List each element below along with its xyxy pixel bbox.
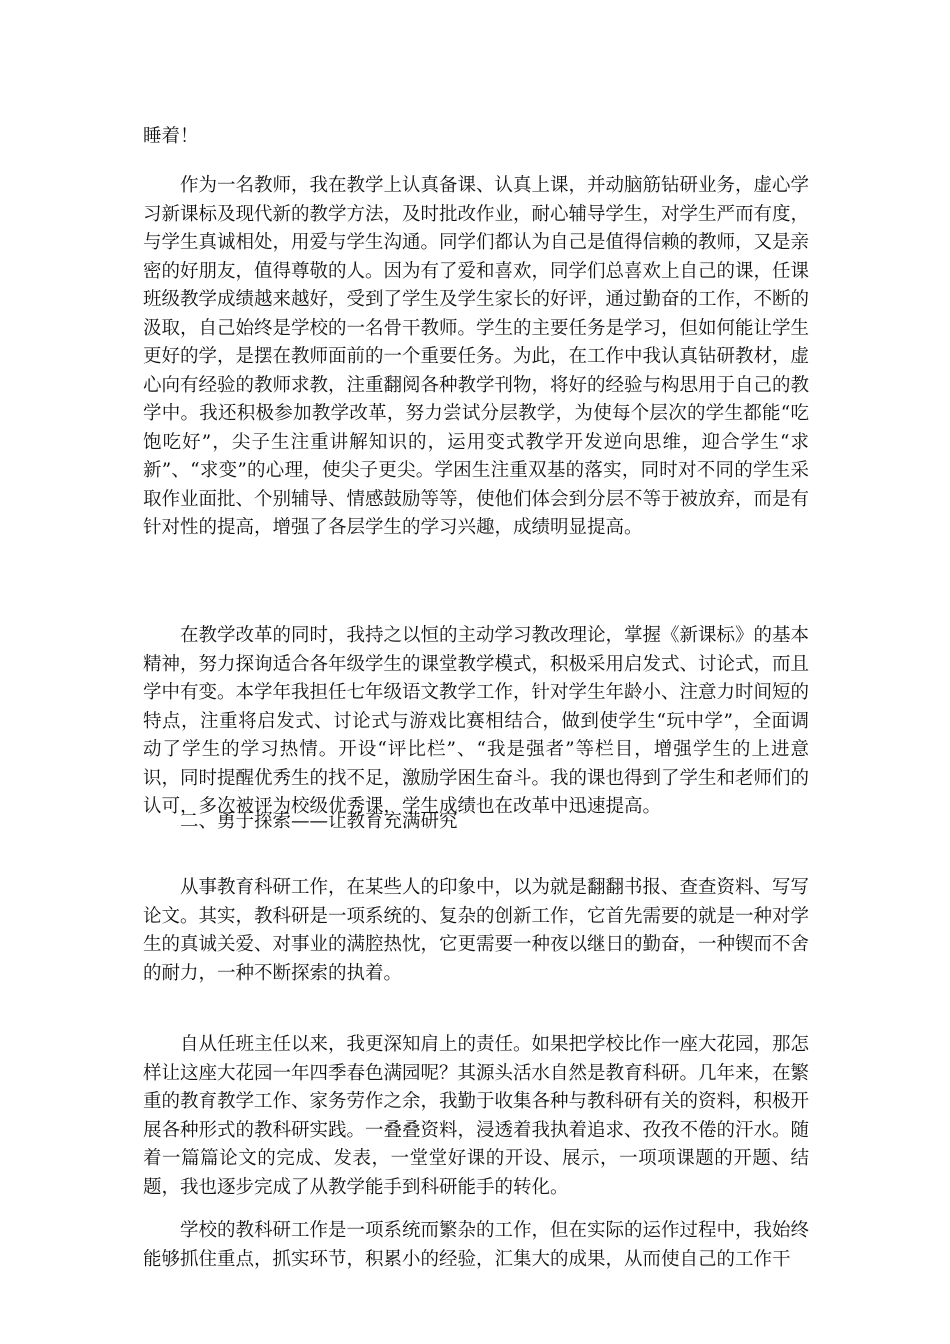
paragraph-head-teacher: 自从任班主任以来，我更深知肩上的责任。如果把学校比作一座大花园，那怎样让这座大花园一年四季春色满园呢？其源头活水自然是教育科研。几年来，在繁重的教育教学工作、家务劳作之余，我勤于收集各种与教科研有关的资料，积极开展各种形式的教科研实践。一叠叠资料，浸透着我执着追求、孜孜不倦的汗水。随着一篇篇论文的完成、发表，一堂堂好课的开设、展示，一项项课题的开题、结题，我也逐步完成了从教学能手到科研能手的转化。 <box>143 1034 809 1198</box>
paragraph-school-research: 学校的教科研工作是一项系统而繁杂的工作，但在实际的运作过程中，我始终能够抓住重点，抓实环节，积累小的经验，汇集大的成果，从而使自己的工作干 <box>143 1220 809 1270</box>
opening-fragment: 睡着！ <box>143 126 199 147</box>
section-heading: 二、勇于探索——让教育充满研究 <box>180 811 458 832</box>
paragraph-teaching-reform: 在教学改革的同时，我持之以恒的主动学习教改理论，掌握《新课标》的基本精神，努力探询适合各年级学生的课堂教学模式，积极采用启发式、讨论式，而且学中有变。本学年我担任七年级语文教学工作，针对学生年龄小、注意力时间短的特点，注重将启发式、讨论式与游戏比赛相结合，做到使学生“玩中学”，全面调动了学生的学习热情。开设“评比栏”、“我是强者”等栏目，增强学生的上进意识，同时提醒优秀生的找不足，激励学困生奋斗。我的课也得到了学生和老师们的认可，多次被评为校级优秀课，学生成绩也在改革中迅速提高。 <box>143 625 809 817</box>
paragraph-teaching-practice: 作为一名教师，我在教学上认真备课、认真上课，并动脑筋钻研业务，虚心学习新课标及现代新的教学方法，及时批改作业，耐心辅导学生，对学生严而有度，与学生真诚相处，用爱与学生沟通。同学们都认为自己是值得信赖的教师，又是亲密的好朋友，值得尊敬的人。因为有了爱和喜欢，同学们总喜欢上自己的课，任课班级教学成绩越来越好，受到了学生及学生家长的好评，通过勤奋的工作，不断的汲取，自己始终是学校的一名骨干教师。学生的主要任务是学习，但如何能让学生更好的学，是摆在教师面前的一个重要任务。为此，在工作中我认真钻研教材，虚心向有经验的教师求教，注重翻阅各种教学刊物，将好的经验与构思用于自己的教学中。我还积极参加教学改革，努力尝试分层教学，为使每个层次的学生都能“吃饱吃好”，尖子生注重讲解知识的，运用变式教学开发逆向思维，迎合学生“求新”、“求变”的心理，使尖子更尖。学困生注重双基的落实，同时对不同的学生采取作业面批、个别辅导、情感鼓励等等，使他们体会到分层不等于被放弃，而是有针对性的提高，增强了各层学生的学习兴趣，成绩明显提高。 <box>143 175 809 538</box>
paragraph-research-view: 从事教育科研工作，在某些人的印象中，以为就是翻翻书报、查查资料、写写论文。其实，教科研是一项系统的、复杂的创新工作，它首先需要的就是一种对学生的真诚关爱、对事业的满腔热忱，它更需要一种夜以继日的勤奋，一种锲而不舍的耐力，一种不断探索的执着。 <box>143 877 809 984</box>
